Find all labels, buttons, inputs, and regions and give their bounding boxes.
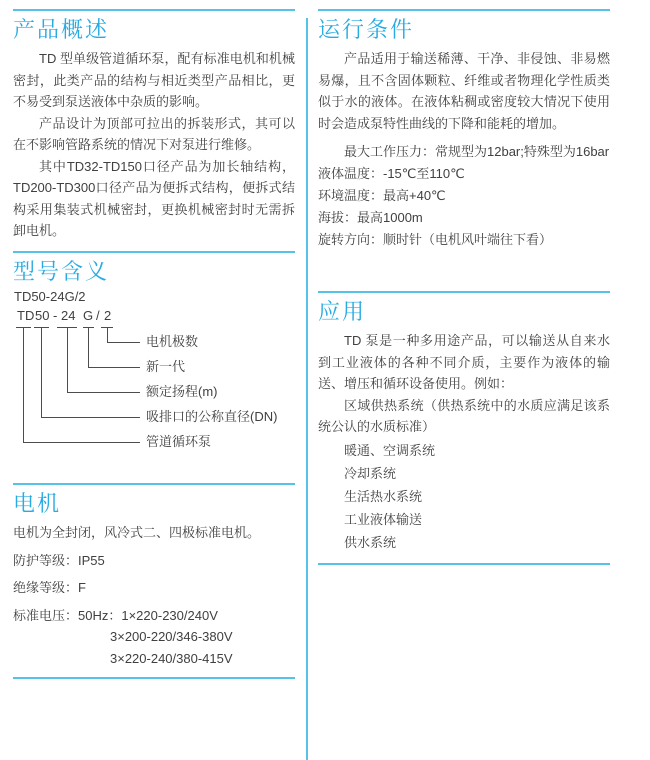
model-connector-hline xyxy=(41,417,140,418)
application-item-hot-water: 生活热水系统 xyxy=(344,488,423,504)
model-connector-vline xyxy=(107,327,108,342)
model-token-generation: G xyxy=(83,308,94,323)
motor-voltage-line-3: 3×220-240/380-415V xyxy=(110,650,233,666)
section-top-rule xyxy=(13,251,295,253)
section-operating-conditions xyxy=(318,9,610,251)
section-motor xyxy=(13,483,295,679)
section-product-overview xyxy=(13,9,295,242)
model-connector-hline xyxy=(23,442,140,443)
model-connector-hline xyxy=(107,342,140,343)
model-label-generation: 新一代 xyxy=(146,359,186,374)
model-connector-vline xyxy=(41,327,42,417)
motor-voltage-value-1: 1×220-230/240V xyxy=(121,607,218,623)
motor-voltage-line-2: 3×200-220/346-380V xyxy=(110,629,233,644)
section-title-model-meaning: 型号含义 xyxy=(13,259,110,284)
section-top-rule xyxy=(13,483,295,485)
model-label-series: 管道循环泵 xyxy=(146,434,212,449)
model-token-head: 24 xyxy=(61,308,76,323)
model-connector-hline xyxy=(88,367,140,368)
section-title-motor: 电机 xyxy=(13,491,62,516)
application-intro: TD 泵是一种多用途产品，可以输送从自来水到工业液体的各种不同介质，主要作为液体的输送、增压和循环设备使用。例如： xyxy=(318,333,610,391)
section-top-rule xyxy=(318,9,610,11)
model-token-diameter: 50 xyxy=(35,308,50,323)
model-token-series: TD xyxy=(17,308,35,323)
model-label-head: 额定扬程(m) xyxy=(146,384,218,399)
overview-paragraph-1: TD 型单级管道循环泵，配有标准电机和机械密封，此类产品的结构与相近类型产品相比，更不易受到泵送液体中杂质的影响。 xyxy=(13,51,295,109)
model-connector-hline xyxy=(67,392,140,393)
application-item-water-supply: 供水系统 xyxy=(344,534,397,550)
application-item-industrial: 工业液体输送 xyxy=(344,511,423,527)
condition-altitude: 海拔：最高1000m xyxy=(318,210,423,225)
model-connector-vline xyxy=(67,327,68,392)
motor-voltage-prefix: 标准电压：50Hz： xyxy=(13,607,122,623)
condition-ambient-temperature: 环境温度：最高+40℃ xyxy=(318,188,446,203)
model-token-dash: - xyxy=(53,308,58,323)
column-divider-line xyxy=(306,18,308,760)
overview-paragraph-2: 产品设计为顶部可拉出的拆装形式，其可以在不影响管路系统的情况下对泵进行维修。 xyxy=(13,115,295,152)
model-code: TD50-24G/2 xyxy=(14,289,86,304)
motor-intro: 电机为全封闭，风冷式二、四极标准电机。 xyxy=(13,525,261,540)
section-top-rule xyxy=(13,9,295,11)
condition-rotation-direction: 旋转方向：顺时针（电机风叶端往下看） xyxy=(318,232,553,247)
condition-max-pressure: 最大工作压力：常规型为12bar;特殊型为16bar xyxy=(344,144,610,159)
application-list xyxy=(318,440,610,554)
application-item-cooling: 冷却系统 xyxy=(344,465,397,481)
model-token-poles: 2 xyxy=(104,308,112,323)
model-connector-vline xyxy=(23,327,24,442)
model-connector-vline xyxy=(88,327,89,367)
section-title-product-overview: 产品概述 xyxy=(13,17,110,42)
model-label-diameter: 吸排口的公称直径(DN) xyxy=(146,409,278,424)
motor-voltage-line-1 xyxy=(13,605,295,627)
model-label-poles: 电机极数 xyxy=(146,334,199,349)
application-district-heating: 区域供热系统（供热系统中的水质应满足该系统公认的水质标准） xyxy=(318,397,610,434)
section-top-rule xyxy=(318,291,610,293)
model-token-slash: / xyxy=(96,308,100,323)
condition-liquid-temperature: 液体温度：-15℃至110℃ xyxy=(318,166,465,181)
operating-intro: 产品适用于输送稀薄、干净、非侵蚀、非易燃易爆，且不含固体颗粒、纤维或者物理化学性质类似于水的液体。在液体粘稠或密度较大情况下使用时会造成泵特性曲线的下降和能耗的增加。 xyxy=(318,51,610,131)
section-title-application: 应用 xyxy=(318,299,367,324)
model-code-diagram xyxy=(13,290,295,458)
model-code-tokens xyxy=(13,309,143,325)
section-bottom-rule xyxy=(13,677,295,679)
section-application xyxy=(318,291,610,565)
section-bottom-rule xyxy=(318,563,610,565)
overview-paragraph-3: 其中TD32-TD150口径产品为加长轴结构，TD200-TD300口径产品为便拆式结构，便拆式结构采用集装式机械密封，更换机械密封时无需拆卸电机。 xyxy=(13,158,295,238)
application-item-hvac: 暖通、空调系统 xyxy=(344,442,436,458)
section-model-meaning xyxy=(13,251,295,458)
section-title-operating-conditions: 运行条件 xyxy=(318,17,415,42)
motor-insulation-class: 绝缘等级：F xyxy=(13,580,86,595)
motor-protection-class: 防护等级：IP55 xyxy=(13,552,105,568)
